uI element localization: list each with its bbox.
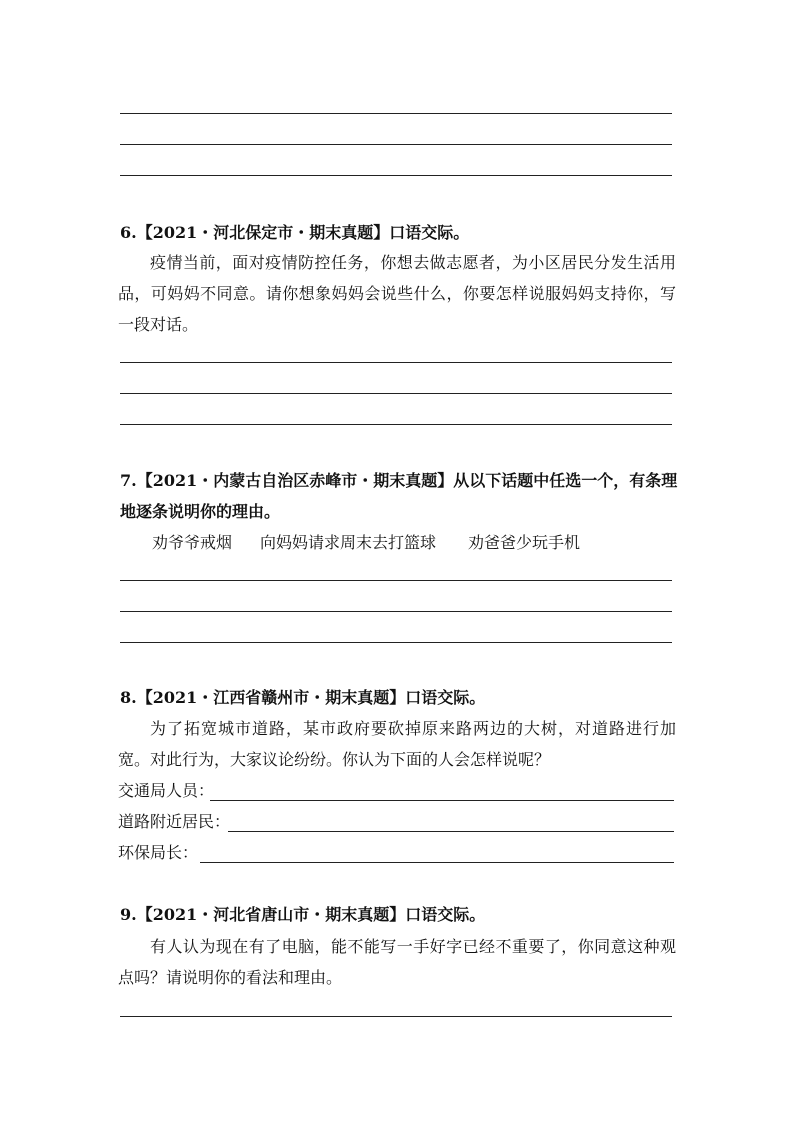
question-8-body: 为了拓宽城市道路，某市政府要砍掉原来路两边的大树，对道路进行加宽。对此行为，大家议论纷纷。你认为下面的人会怎样说呢？ bbox=[118, 719, 676, 769]
answer-line bbox=[120, 175, 672, 176]
question-9-body: 有人认为现在有了电脑，能不能写一手好字已经不重要了，你同意这种观点吗？请说明你的看法和理由。 bbox=[118, 937, 676, 987]
question-7-options bbox=[152, 532, 580, 554]
answer-line bbox=[120, 362, 672, 363]
answer-line bbox=[120, 424, 672, 425]
fill-label: 环保局长： bbox=[118, 843, 199, 862]
answer-line bbox=[120, 580, 672, 581]
question-6-body: 疫情当前，面对疫情防控任务，你想去做志愿者，为小区居民分发生活用品，可妈妈不同意。请你想象妈妈会说些什么，你要怎样说服妈妈支持你，写一段对话。 bbox=[118, 253, 676, 334]
answer-line bbox=[120, 1016, 672, 1017]
answer-line bbox=[120, 113, 672, 114]
answer-line bbox=[120, 393, 672, 394]
question-7-title-cont: 地逐条说明你的理由。 bbox=[120, 502, 281, 521]
fill-row-environment-chief bbox=[118, 842, 198, 866]
question-7-title: 7.【2021・内蒙古自治区赤峰市・期末真题】从以下话题中任选一个，有条理 bbox=[120, 471, 678, 490]
fill-line bbox=[210, 800, 674, 801]
answer-line bbox=[120, 642, 672, 643]
fill-label: 交通局人员： bbox=[118, 781, 215, 800]
question-8-title: 8.【2021・江西省赣州市・期末真题】口语交际。 bbox=[120, 688, 486, 707]
topic-option: 劝爷爷戒烟 bbox=[152, 533, 233, 552]
topic-option: 劝爸爸少玩手机 bbox=[468, 533, 581, 552]
fill-line bbox=[200, 862, 674, 863]
fill-row-residents bbox=[118, 811, 230, 835]
answer-line bbox=[120, 144, 672, 145]
answer-line bbox=[120, 611, 672, 612]
question-9-title: 9.【2021・河北省唐山市・期末真题】口语交际。 bbox=[120, 905, 486, 924]
fill-line bbox=[228, 831, 674, 832]
topic-option: 向妈妈请求周末去打篮球 bbox=[260, 533, 437, 552]
fill-label: 道路附近居民： bbox=[118, 812, 231, 831]
question-6-title: 6.【2021・河北保定市・期末真题】口语交际。 bbox=[120, 223, 470, 242]
fill-row-traffic-bureau bbox=[118, 780, 214, 804]
